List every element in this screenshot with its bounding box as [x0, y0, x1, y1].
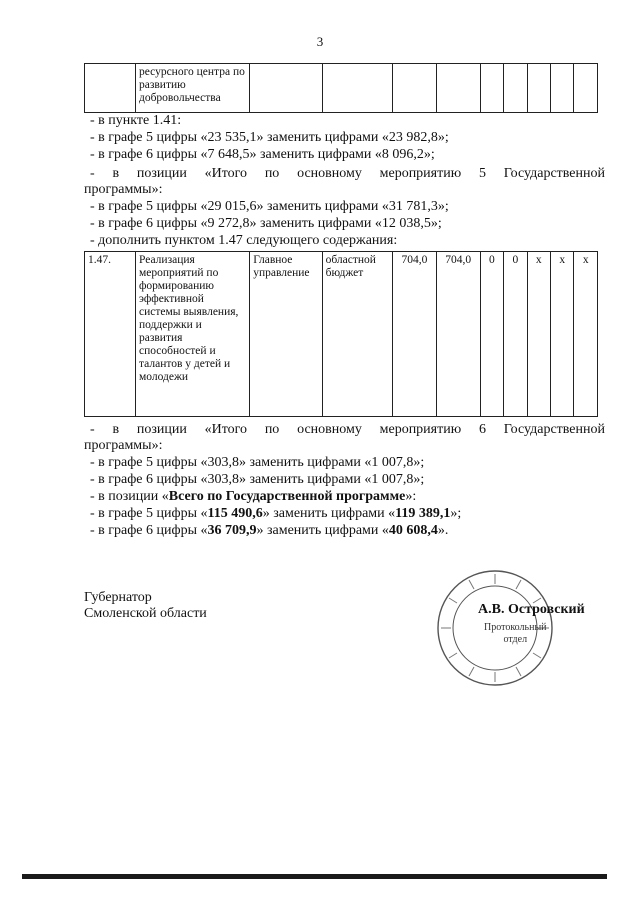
table-cell-source: областной бюджет	[322, 252, 392, 417]
table-cell	[480, 64, 503, 113]
bold-text: Всего по Государственной программе	[168, 489, 406, 504]
page-number: 3	[316, 34, 324, 49]
table-cell	[85, 64, 136, 113]
table-cell-year2: 0	[480, 252, 503, 417]
signature-title-line2: Смоленской области	[84, 606, 207, 621]
table-cell	[436, 64, 480, 113]
bold-text: 40 608,4	[388, 523, 438, 538]
text-line: - в позиции «Итого по основному мероприятию 5 Государственной	[90, 166, 605, 181]
table-continuation	[84, 63, 598, 113]
text-line: - в графе 6 цифры «7 648,5» заменить цифрами «8 096,2»;	[90, 147, 435, 162]
text-line-total-g5: - в графе 5 цифры «115 490,6» заменить цифрами «119 389,1»;	[90, 506, 462, 521]
table-cell-x2: х	[551, 252, 574, 417]
text-line-total: - в позиции «Всего по Государственной программе»:	[90, 489, 417, 504]
table-cell-total: 704,0	[392, 252, 436, 417]
table-cell	[574, 64, 598, 113]
text-line: - в графе 6 цифры «9 272,8» заменить цифрами «12 038,5»;	[90, 216, 442, 231]
signature-title	[84, 590, 207, 622]
text-line: - в графе 5 цифры «23 535,1» заменить цифрами «23 982,8»;	[90, 130, 449, 145]
table-cell-year1: 704,0	[436, 252, 480, 417]
text-line: - в позиции «Итого по основному мероприятию 6 Государственной	[90, 422, 605, 437]
text-line: - дополнить пунктом 1.47 следующего содержания:	[90, 233, 398, 248]
table-cell	[551, 64, 574, 113]
footer-divider	[22, 874, 607, 879]
text-line: программы»:	[84, 182, 163, 197]
text-line: - в графе 5 цифры «29 015,6» заменить цифрами «31 781,3»;	[90, 199, 449, 214]
signature-title-line1: Губернатор	[84, 590, 152, 605]
signature-name: А.В. Островский	[478, 602, 585, 617]
text-line: - в пункте 1.41:	[90, 113, 182, 128]
table-cell	[392, 64, 436, 113]
text-line: программы»:	[84, 438, 163, 453]
table-cell	[250, 64, 322, 113]
table-row-147	[84, 251, 598, 417]
table-cell-name: ресурсного центра по развитию добровольчества	[135, 64, 249, 113]
table-cell-x1: х	[527, 252, 550, 417]
table-cell	[504, 64, 527, 113]
table-cell-x3: х	[574, 252, 598, 417]
bold-text: 36 709,9	[207, 523, 257, 538]
table-cell-name: Реализация мероприятий по формированию эффективной системы выявления, поддержки и развития способностей и талантов у детей и молодежи	[135, 252, 249, 417]
text-line: - в графе 6 цифры «303,8» заменить цифрами «1 007,8»;	[90, 472, 425, 487]
table-cell-num: 1.47.	[85, 252, 136, 417]
bold-text: 119 389,1	[395, 506, 451, 521]
table-row	[85, 252, 598, 417]
bold-text: 115 490,6	[207, 506, 263, 521]
text-line: - в графе 5 цифры «303,8» заменить цифрами «1 007,8»;	[90, 455, 425, 470]
table-cell	[322, 64, 392, 113]
table-cell-responsible: Главное управление	[250, 252, 322, 417]
table-cell-year3: 0	[504, 252, 527, 417]
text-line-total-g6: - в графе 6 цифры «36 709,9» заменить цифрами «40 608,4».	[90, 523, 449, 538]
stamp-inner-text: Протокольный отдел	[484, 622, 547, 645]
table-row	[85, 64, 598, 113]
table-cell	[527, 64, 550, 113]
